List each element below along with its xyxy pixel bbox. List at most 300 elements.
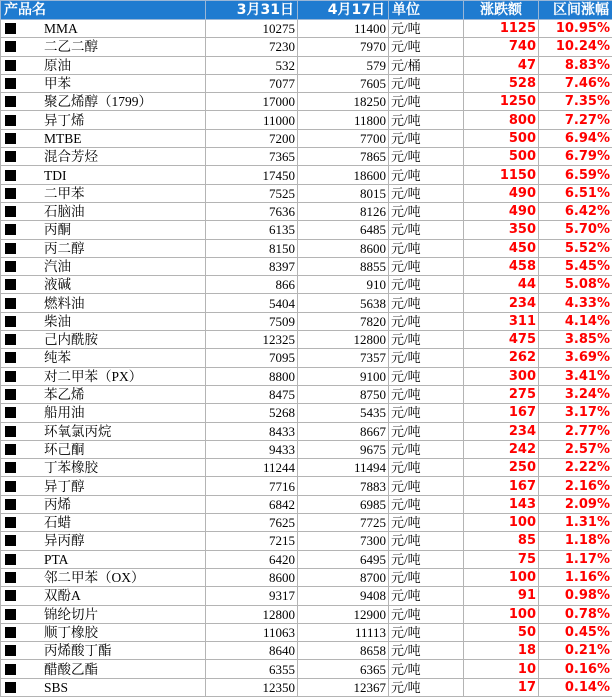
square-bullet-icon bbox=[5, 371, 16, 382]
range-percent: 0.16% bbox=[539, 660, 612, 678]
mar31-price: 11000 bbox=[206, 111, 298, 129]
unit-cell: 元/吨 bbox=[389, 605, 464, 623]
unit-cell: 元/吨 bbox=[389, 221, 464, 239]
product-name: 异丁烯 bbox=[44, 113, 85, 128]
product-cell bbox=[1, 331, 206, 349]
unit-cell: 元/吨 bbox=[389, 257, 464, 275]
unit-cell: 元/吨 bbox=[389, 404, 464, 422]
product-cell bbox=[1, 93, 206, 111]
square-bullet-icon bbox=[5, 316, 16, 327]
product-name: 燃料油 bbox=[44, 296, 85, 311]
apr17-price: 7883 bbox=[298, 477, 389, 495]
change-amount: 250 bbox=[464, 459, 539, 477]
unit-cell: 元/吨 bbox=[389, 148, 464, 166]
product-cell bbox=[1, 367, 206, 385]
mar31-price: 8397 bbox=[206, 257, 298, 275]
product-name: MTBE bbox=[44, 131, 82, 146]
change-amount: 91 bbox=[464, 587, 539, 605]
table-row bbox=[1, 221, 612, 239]
table-row bbox=[1, 550, 612, 568]
product-cell bbox=[1, 257, 206, 275]
product-cell bbox=[1, 404, 206, 422]
table-row bbox=[1, 56, 612, 74]
product-cell bbox=[1, 623, 206, 641]
range-percent: 3.85% bbox=[539, 331, 612, 349]
change-amount: 44 bbox=[464, 276, 539, 294]
apr17-price: 12367 bbox=[298, 678, 389, 696]
change-amount: 167 bbox=[464, 477, 539, 495]
apr17-price: 5638 bbox=[298, 294, 389, 312]
product-name: 纯苯 bbox=[44, 350, 71, 365]
table-row bbox=[1, 495, 612, 513]
square-bullet-icon bbox=[5, 224, 16, 235]
range-percent: 5.70% bbox=[539, 221, 612, 239]
table-row bbox=[1, 294, 612, 312]
change-amount: 242 bbox=[464, 440, 539, 458]
unit-cell: 元/吨 bbox=[389, 129, 464, 147]
apr17-price: 11494 bbox=[298, 459, 389, 477]
change-amount: 10 bbox=[464, 660, 539, 678]
product-cell bbox=[1, 56, 206, 74]
apr17-price: 9408 bbox=[298, 587, 389, 605]
apr17-price: 579 bbox=[298, 56, 389, 74]
square-bullet-icon bbox=[5, 407, 16, 418]
mar31-price: 8475 bbox=[206, 385, 298, 403]
change-amount: 85 bbox=[464, 532, 539, 550]
table-row bbox=[1, 587, 612, 605]
change-amount: 800 bbox=[464, 111, 539, 129]
table-row bbox=[1, 440, 612, 458]
apr17-price: 18600 bbox=[298, 166, 389, 184]
apr17-price: 7865 bbox=[298, 148, 389, 166]
mar31-price: 7636 bbox=[206, 202, 298, 220]
apr17-price: 9100 bbox=[298, 367, 389, 385]
range-percent: 3.24% bbox=[539, 385, 612, 403]
mar31-price: 5404 bbox=[206, 294, 298, 312]
unit-cell: 元/吨 bbox=[389, 660, 464, 678]
table-row bbox=[1, 623, 612, 641]
table-row bbox=[1, 239, 612, 257]
mar31-price: 7095 bbox=[206, 349, 298, 367]
apr17-price: 6485 bbox=[298, 221, 389, 239]
change-amount: 490 bbox=[464, 202, 539, 220]
table-row bbox=[1, 276, 612, 294]
table-row bbox=[1, 459, 612, 477]
change-amount: 100 bbox=[464, 514, 539, 532]
unit-cell: 元/吨 bbox=[389, 20, 464, 38]
mar31-price: 12800 bbox=[206, 605, 298, 623]
range-percent: 4.33% bbox=[539, 294, 612, 312]
square-bullet-icon bbox=[5, 60, 16, 71]
range-percent: 6.94% bbox=[539, 129, 612, 147]
product-cell bbox=[1, 166, 206, 184]
range-percent: 2.22% bbox=[539, 459, 612, 477]
square-bullet-icon bbox=[5, 206, 16, 217]
table-row bbox=[1, 166, 612, 184]
square-bullet-icon bbox=[5, 444, 16, 455]
apr17-price: 12800 bbox=[298, 331, 389, 349]
square-bullet-icon bbox=[5, 590, 16, 601]
table-row bbox=[1, 111, 612, 129]
mar31-price: 6135 bbox=[206, 221, 298, 239]
apr17-price: 7605 bbox=[298, 74, 389, 92]
square-bullet-icon bbox=[5, 499, 16, 510]
unit-cell: 元/吨 bbox=[389, 239, 464, 257]
mar31-price: 6842 bbox=[206, 495, 298, 513]
product-name: 石脑油 bbox=[44, 204, 85, 219]
product-cell bbox=[1, 440, 206, 458]
mar31-price: 8433 bbox=[206, 422, 298, 440]
square-bullet-icon bbox=[5, 609, 16, 620]
square-bullet-icon bbox=[5, 279, 16, 290]
range-percent: 0.98% bbox=[539, 587, 612, 605]
change-amount: 262 bbox=[464, 349, 539, 367]
unit-cell: 元/吨 bbox=[389, 38, 464, 56]
product-name: 环氧氯丙烷 bbox=[44, 424, 112, 439]
mar31-price: 532 bbox=[206, 56, 298, 74]
square-bullet-icon bbox=[5, 352, 16, 363]
range-percent: 1.17% bbox=[539, 550, 612, 568]
product-cell bbox=[1, 294, 206, 312]
product-name: 邻二甲苯（OX） bbox=[44, 570, 145, 585]
unit-cell: 元/吨 bbox=[389, 74, 464, 92]
apr17-price: 8667 bbox=[298, 422, 389, 440]
change-amount: 234 bbox=[464, 294, 539, 312]
square-bullet-icon bbox=[5, 170, 16, 181]
change-amount: 528 bbox=[464, 74, 539, 92]
header-row bbox=[1, 1, 612, 20]
range-percent: 2.09% bbox=[539, 495, 612, 513]
product-name: 船用油 bbox=[44, 405, 85, 420]
unit-cell: 元/吨 bbox=[389, 331, 464, 349]
change-amount: 75 bbox=[464, 550, 539, 568]
change-amount: 475 bbox=[464, 331, 539, 349]
change-amount: 1150 bbox=[464, 166, 539, 184]
range-percent: 2.16% bbox=[539, 477, 612, 495]
change-amount: 50 bbox=[464, 623, 539, 641]
table-row bbox=[1, 257, 612, 275]
change-amount: 1125 bbox=[464, 20, 539, 38]
product-name: 环己酮 bbox=[44, 442, 85, 457]
change-amount: 450 bbox=[464, 239, 539, 257]
product-cell bbox=[1, 660, 206, 678]
square-bullet-icon bbox=[5, 664, 16, 675]
product-name: 异丁醇 bbox=[44, 479, 85, 494]
product-cell bbox=[1, 385, 206, 403]
header-range-pct: 区间涨幅 bbox=[539, 1, 612, 20]
square-bullet-icon bbox=[5, 261, 16, 272]
product-cell bbox=[1, 184, 206, 202]
range-percent: 3.41% bbox=[539, 367, 612, 385]
apr17-price: 18250 bbox=[298, 93, 389, 111]
change-amount: 100 bbox=[464, 605, 539, 623]
product-name: 丁苯橡胶 bbox=[44, 460, 98, 475]
apr17-price: 7820 bbox=[298, 312, 389, 330]
unit-cell: 元/吨 bbox=[389, 276, 464, 294]
mar31-price: 7525 bbox=[206, 184, 298, 202]
product-name: 锦纶切片 bbox=[44, 607, 98, 622]
range-percent: 7.46% bbox=[539, 74, 612, 92]
mar31-price: 6355 bbox=[206, 660, 298, 678]
table-row bbox=[1, 349, 612, 367]
change-amount: 350 bbox=[464, 221, 539, 239]
product-name: 己内酰胺 bbox=[44, 332, 98, 347]
mar31-price: 9317 bbox=[206, 587, 298, 605]
product-cell bbox=[1, 605, 206, 623]
table-row bbox=[1, 367, 612, 385]
square-bullet-icon bbox=[5, 78, 16, 89]
product-cell bbox=[1, 349, 206, 367]
change-amount: 143 bbox=[464, 495, 539, 513]
unit-cell: 元/吨 bbox=[389, 422, 464, 440]
apr17-price: 8126 bbox=[298, 202, 389, 220]
unit-cell: 元/吨 bbox=[389, 202, 464, 220]
header-mar31: 3月31日 bbox=[206, 1, 298, 20]
product-cell bbox=[1, 74, 206, 92]
range-percent: 10.95% bbox=[539, 20, 612, 38]
unit-cell: 元/吨 bbox=[389, 312, 464, 330]
product-cell bbox=[1, 587, 206, 605]
unit-cell: 元/桶 bbox=[389, 56, 464, 74]
square-bullet-icon bbox=[5, 41, 16, 52]
mar31-price: 866 bbox=[206, 276, 298, 294]
product-name: 丙烯酸丁酯 bbox=[44, 643, 112, 658]
apr17-price: 8750 bbox=[298, 385, 389, 403]
apr17-price: 5435 bbox=[298, 404, 389, 422]
range-percent: 0.21% bbox=[539, 642, 612, 660]
apr17-price: 8658 bbox=[298, 642, 389, 660]
table-row bbox=[1, 331, 612, 349]
change-amount: 500 bbox=[464, 148, 539, 166]
unit-cell: 元/吨 bbox=[389, 349, 464, 367]
square-bullet-icon bbox=[5, 517, 16, 528]
mar31-price: 8640 bbox=[206, 642, 298, 660]
square-bullet-icon bbox=[5, 572, 16, 583]
change-amount: 17 bbox=[464, 678, 539, 696]
square-bullet-icon bbox=[5, 334, 16, 345]
product-name: 丙酮 bbox=[44, 222, 71, 237]
unit-cell: 元/吨 bbox=[389, 550, 464, 568]
product-cell bbox=[1, 239, 206, 257]
range-percent: 8.83% bbox=[539, 56, 612, 74]
change-amount: 100 bbox=[464, 568, 539, 586]
range-percent: 4.14% bbox=[539, 312, 612, 330]
product-name: 丙烯 bbox=[44, 497, 71, 512]
range-percent: 2.57% bbox=[539, 440, 612, 458]
square-bullet-icon bbox=[5, 115, 16, 126]
apr17-price: 11113 bbox=[298, 623, 389, 641]
product-name: 二乙二醇 bbox=[44, 39, 98, 54]
change-amount: 490 bbox=[464, 184, 539, 202]
range-percent: 10.24% bbox=[539, 38, 612, 56]
product-name: 顺丁橡胶 bbox=[44, 625, 98, 640]
unit-cell: 元/吨 bbox=[389, 166, 464, 184]
product-name: 二甲苯 bbox=[44, 186, 85, 201]
unit-cell: 元/吨 bbox=[389, 514, 464, 532]
product-name: 石蜡 bbox=[44, 515, 71, 530]
square-bullet-icon bbox=[5, 682, 16, 693]
product-cell bbox=[1, 148, 206, 166]
square-bullet-icon bbox=[5, 151, 16, 162]
apr17-price: 7725 bbox=[298, 514, 389, 532]
product-cell bbox=[1, 514, 206, 532]
table-body bbox=[1, 20, 612, 697]
apr17-price: 8600 bbox=[298, 239, 389, 257]
product-cell bbox=[1, 276, 206, 294]
apr17-price: 11800 bbox=[298, 111, 389, 129]
product-cell bbox=[1, 20, 206, 38]
change-amount: 1250 bbox=[464, 93, 539, 111]
range-percent: 2.77% bbox=[539, 422, 612, 440]
apr17-price: 8700 bbox=[298, 568, 389, 586]
product-name: 液碱 bbox=[44, 277, 71, 292]
table-row bbox=[1, 642, 612, 660]
product-cell bbox=[1, 642, 206, 660]
change-amount: 18 bbox=[464, 642, 539, 660]
change-amount: 500 bbox=[464, 129, 539, 147]
unit-cell: 元/吨 bbox=[389, 587, 464, 605]
table-row bbox=[1, 422, 612, 440]
square-bullet-icon bbox=[5, 133, 16, 144]
apr17-price: 7300 bbox=[298, 532, 389, 550]
product-cell bbox=[1, 202, 206, 220]
table-row bbox=[1, 20, 612, 38]
mar31-price: 10275 bbox=[206, 20, 298, 38]
table-row bbox=[1, 660, 612, 678]
mar31-price: 11244 bbox=[206, 459, 298, 477]
unit-cell: 元/吨 bbox=[389, 568, 464, 586]
unit-cell: 元/吨 bbox=[389, 477, 464, 495]
apr17-price: 7357 bbox=[298, 349, 389, 367]
square-bullet-icon bbox=[5, 481, 16, 492]
apr17-price: 910 bbox=[298, 276, 389, 294]
table-row bbox=[1, 404, 612, 422]
unit-cell: 元/吨 bbox=[389, 367, 464, 385]
square-bullet-icon bbox=[5, 645, 16, 656]
mar31-price: 7716 bbox=[206, 477, 298, 495]
product-cell bbox=[1, 422, 206, 440]
header-change: 涨跌额 bbox=[464, 1, 539, 20]
apr17-price: 6495 bbox=[298, 550, 389, 568]
apr17-price: 6365 bbox=[298, 660, 389, 678]
range-percent: 0.14% bbox=[539, 678, 612, 696]
unit-cell: 元/吨 bbox=[389, 440, 464, 458]
table-row bbox=[1, 385, 612, 403]
product-name: 甲苯 bbox=[44, 76, 71, 91]
apr17-price: 12900 bbox=[298, 605, 389, 623]
unit-cell: 元/吨 bbox=[389, 623, 464, 641]
table-row bbox=[1, 74, 612, 92]
table-row bbox=[1, 184, 612, 202]
change-amount: 275 bbox=[464, 385, 539, 403]
product-cell bbox=[1, 568, 206, 586]
table-row bbox=[1, 312, 612, 330]
range-percent: 1.18% bbox=[539, 532, 612, 550]
range-percent: 1.16% bbox=[539, 568, 612, 586]
product-cell bbox=[1, 495, 206, 513]
square-bullet-icon bbox=[5, 243, 16, 254]
product-name: 异丙醇 bbox=[44, 533, 85, 548]
product-cell bbox=[1, 550, 206, 568]
range-percent: 7.35% bbox=[539, 93, 612, 111]
product-cell bbox=[1, 459, 206, 477]
unit-cell: 元/吨 bbox=[389, 459, 464, 477]
mar31-price: 17450 bbox=[206, 166, 298, 184]
mar31-price: 8800 bbox=[206, 367, 298, 385]
table-row bbox=[1, 93, 612, 111]
product-name: 柴油 bbox=[44, 314, 71, 329]
change-amount: 300 bbox=[464, 367, 539, 385]
square-bullet-icon bbox=[5, 426, 16, 437]
apr17-price: 11400 bbox=[298, 20, 389, 38]
unit-cell: 元/吨 bbox=[389, 385, 464, 403]
table-row bbox=[1, 514, 612, 532]
product-name: 混合芳烃 bbox=[44, 149, 98, 164]
range-percent: 3.69% bbox=[539, 349, 612, 367]
range-percent: 0.78% bbox=[539, 605, 612, 623]
change-amount: 167 bbox=[464, 404, 539, 422]
mar31-price: 7215 bbox=[206, 532, 298, 550]
square-bullet-icon bbox=[5, 389, 16, 400]
apr17-price: 7700 bbox=[298, 129, 389, 147]
product-name: TDI bbox=[44, 168, 67, 183]
square-bullet-icon bbox=[5, 96, 16, 107]
product-name: 苯乙烯 bbox=[44, 387, 85, 402]
square-bullet-icon bbox=[5, 535, 16, 546]
mar31-price: 7625 bbox=[206, 514, 298, 532]
range-percent: 7.27% bbox=[539, 111, 612, 129]
mar31-price: 7077 bbox=[206, 74, 298, 92]
range-percent: 3.17% bbox=[539, 404, 612, 422]
table-row bbox=[1, 129, 612, 147]
apr17-price: 6985 bbox=[298, 495, 389, 513]
range-percent: 6.42% bbox=[539, 202, 612, 220]
change-amount: 740 bbox=[464, 38, 539, 56]
mar31-price: 8600 bbox=[206, 568, 298, 586]
product-cell bbox=[1, 678, 206, 696]
mar31-price: 11063 bbox=[206, 623, 298, 641]
unit-cell: 元/吨 bbox=[389, 294, 464, 312]
unit-cell: 元/吨 bbox=[389, 532, 464, 550]
apr17-price: 7970 bbox=[298, 38, 389, 56]
square-bullet-icon bbox=[5, 298, 16, 309]
change-amount: 458 bbox=[464, 257, 539, 275]
mar31-price: 6420 bbox=[206, 550, 298, 568]
unit-cell: 元/吨 bbox=[389, 642, 464, 660]
change-amount: 311 bbox=[464, 312, 539, 330]
square-bullet-icon bbox=[5, 188, 16, 199]
mar31-price: 9433 bbox=[206, 440, 298, 458]
square-bullet-icon bbox=[5, 627, 16, 638]
unit-cell: 元/吨 bbox=[389, 184, 464, 202]
table-row bbox=[1, 148, 612, 166]
apr17-price: 9675 bbox=[298, 440, 389, 458]
product-cell bbox=[1, 532, 206, 550]
square-bullet-icon bbox=[5, 554, 16, 565]
mar31-price: 12350 bbox=[206, 678, 298, 696]
range-percent: 5.45% bbox=[539, 257, 612, 275]
range-percent: 6.59% bbox=[539, 166, 612, 184]
product-cell bbox=[1, 129, 206, 147]
mar31-price: 12325 bbox=[206, 331, 298, 349]
table-row bbox=[1, 605, 612, 623]
range-percent: 6.51% bbox=[539, 184, 612, 202]
product-cell bbox=[1, 111, 206, 129]
product-name: 双酚A bbox=[44, 588, 81, 603]
product-name: 丙二醇 bbox=[44, 241, 85, 256]
table-row bbox=[1, 477, 612, 495]
product-cell bbox=[1, 221, 206, 239]
